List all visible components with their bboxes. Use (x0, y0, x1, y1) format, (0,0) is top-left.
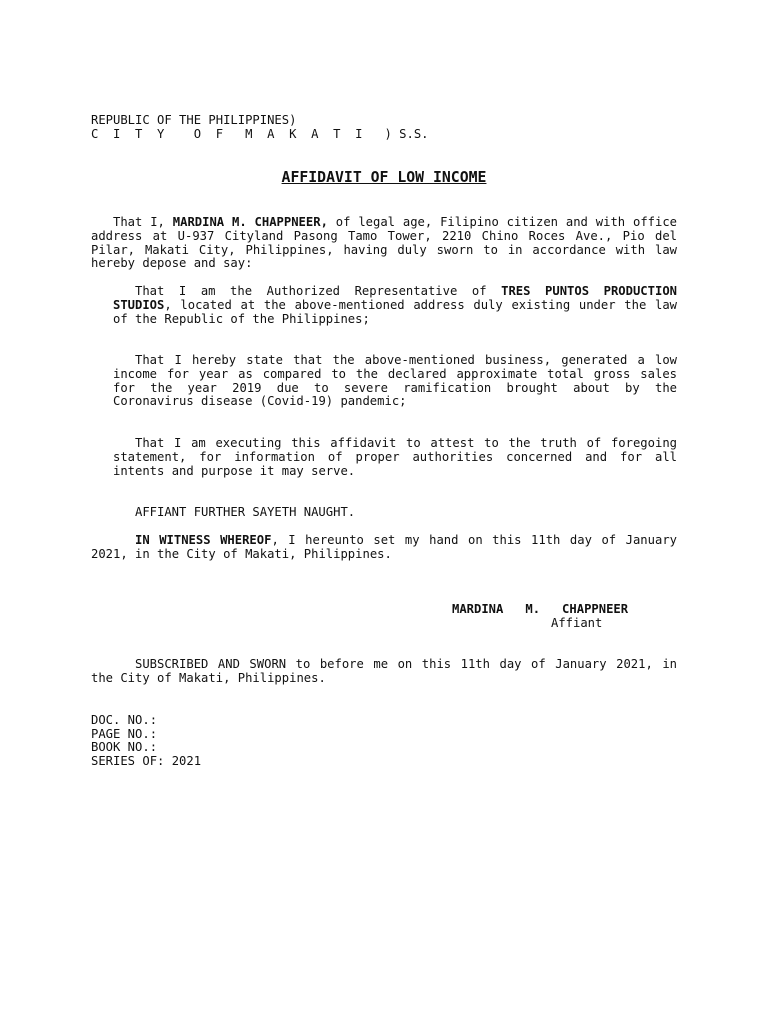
witness-bold: IN WITNESS WHEREOF (135, 533, 272, 547)
signature-name: MARDINA M. CHAPPNEER (452, 602, 629, 616)
company-name: TRES PUNTOS PRODUCTION STUDIOS (113, 284, 677, 312)
witness-rest: , I hereunto set my hand on this 11th day of January 2021, in the City of Makati, Philippines. (91, 533, 677, 561)
intro-rest: of legal age, Filipino citizen and with office address at U-937 Cityland Pasong Tamo Tower, 2210 Chino Roces Ave., Pio del Pilar, Makati City, Philippines, having duly sworn to in accordance with law hereby depose and say: (91, 215, 678, 271)
item-paragraph-3: That I am executing this affidavit to attest to the truth of foregoing statement, for information of proper authorities concerned and for all intents and purpose it may serve. (113, 436, 677, 478)
witness-paragraph (91, 534, 677, 562)
item-paragraph-2: That I hereby state that the above-mentioned business, generated a low income for year as compared to the declared approximate total gross sales for the year 2019 due to severe ramification brought about by the Coronavirus disease (Covid-19) pandemic; (113, 353, 677, 409)
item1-rest: , located at the above-mentioned address duly existing under the law of the Republic of the Philippines; (113, 297, 677, 326)
affiant-name-intro: MARDINA M. CHAPPNEER, (172, 215, 328, 229)
affiant-further: AFFIANT FURTHER SAYETH NAUGHT. (135, 505, 356, 519)
series-of: SERIES OF: 2021 (91, 754, 202, 768)
signature-role: Affiant (551, 616, 603, 630)
doc-no: DOC. NO.: (91, 713, 158, 727)
item1-prefix: That I am the Authorized Representative of (135, 284, 502, 298)
page-no: PAGE NO.: (91, 727, 158, 741)
header-republic: REPUBLIC OF THE PHILIPPINES) (91, 113, 297, 127)
intro-prefix: That I, (113, 215, 173, 229)
intro-paragraph (91, 216, 677, 271)
book-no: BOOK NO.: (91, 740, 158, 754)
header-city: C I T Y O F M A K A T I ) S.S. (91, 127, 429, 141)
item-paragraph-1 (113, 285, 677, 326)
document-title: AFFIDAVIT OF LOW INCOME (281, 169, 487, 186)
jurat-paragraph: SUBSCRIBED AND SWORN to before me on this 11th day of January 2021, in the City of Makati, Philippines. (91, 657, 677, 685)
